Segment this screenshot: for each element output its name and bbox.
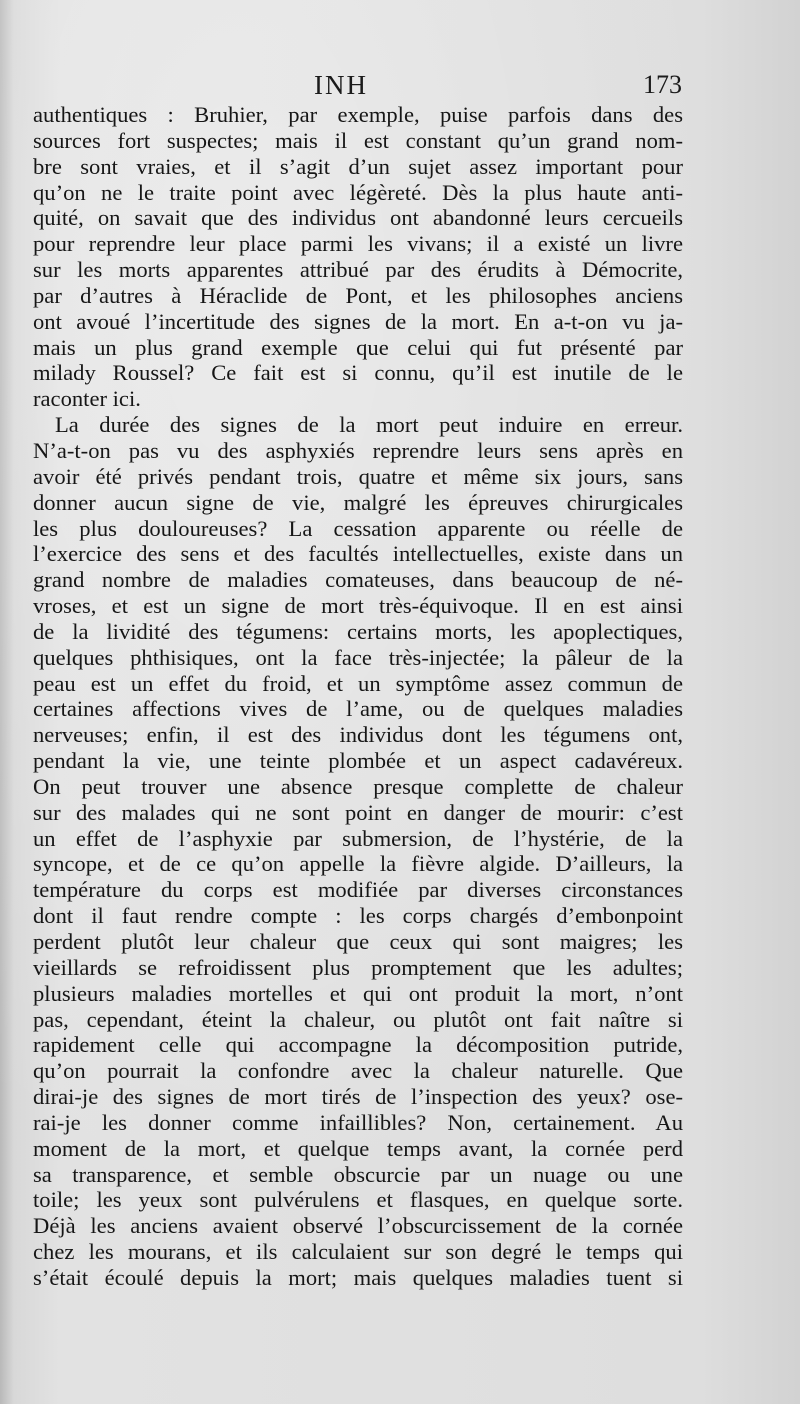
text-line: grand nombre de maladies comateuses, dans beaucoup de né- [33,567,683,593]
text-line: perdent plutôt leur chaleur que ceux qui sont maigres; les [33,929,683,954]
text-line: avoir été privés pendant trois, quatre et même six jours, sans [33,463,683,489]
text-line: La durée des signes de la mort peut induire en erreur. [55,412,683,438]
text-line: raconter ici. [33,386,141,412]
text-line: les plus douloureuses? La cessation apparente ou réelle de [33,515,683,541]
text-line: par d’autres à Héraclide de Pont, et les philosophes anciens [33,282,683,308]
text-line: sources fort suspectes; mais il est constant qu’un grand nom- [33,127,683,153]
text-line: qu’on pourrait la confondre avec la chaleur naturelle. Que [33,1058,683,1084]
paragraph-2 [33,412,683,1291]
text-line: mais un plus grand exemple que celui qui fut présenté par [33,334,683,360]
running-title: INH [314,70,368,100]
text-line: syncope, et de ce qu’on appelle la fièvre algide. D’ailleurs, la [33,851,683,877]
text-line: quelques phthisiques, ont la face très-injectée; la pâleur de la [33,644,683,670]
page-number: 173 [643,70,682,99]
text-line: de la lividité des tégumens: certains morts, les apoplectiques, [33,618,683,644]
text-line: un effet de l’asphyxie par submersion, de l’hystérie, de la [33,825,683,851]
paragraph-1 [33,102,683,412]
text-line: sur des malades qui ne sont point en danger de mourir: c’est [33,799,683,825]
text-line: vroses, et est un signe de mort très-équivoque. Il en est ainsi [33,593,683,619]
text-line: moment de la mort, et quelque temps avant, la cornée perd [33,1135,683,1161]
text-line: sa transparence, et semble obscurcie par un nuage ou une [33,1161,683,1187]
text-line: pendant la vie, une teinte plombée et un aspect cadavéreux. [33,748,683,774]
body-text [33,102,683,1291]
text-line: rapidement celle qui accompagne la décomposition putride, [33,1032,683,1058]
text-line: pour reprendre leur place parmi les vivans; il a existé un livre [33,231,683,257]
text-line: authentiques : Bruhier, par exemple, puise parfois dans des [33,102,683,127]
text-line: dirai-je des signes de mort tirés de l’inspection des yeux? ose- [33,1084,683,1110]
text-line: certaines affections vives de l’ame, ou de quelques maladies [33,696,683,722]
text-line: pas, cependant, éteint la chaleur, ou plutôt ont fait naître si [33,1006,683,1032]
text-line: Déjà les anciens avaient observé l’obscurcissement de la cornée [33,1213,683,1239]
text-line: s’était écoulé depuis la mort; mais quelques maladies tuent si [33,1264,683,1290]
text-line: dont il faut rendre compte : les corps chargés d’embonpoint [33,903,683,929]
text-line: température du corps est modifiée par diverses circonstances [33,877,683,903]
text-line: On peut trouver une absence presque complette de chaleur [33,773,683,799]
text-line: chez les mourans, et ils calculaient sur son degré le temps qui [33,1239,683,1265]
text-line: l’exercice des sens et des facultés intellectuelles, existe dans un [33,541,683,567]
text-line: plusieurs maladies mortelles et qui ont produit la mort, n’ont [33,980,683,1006]
text-line: donner aucun signe de vie, malgré les épreuves chirurgicales [33,489,683,515]
text-line: quité, on savait que des individus ont abandonné leurs cercueils [33,205,683,231]
page-header [0,70,800,106]
text-line: nerveuses; enfin, il est des individus dont les tégumens ont, [33,722,683,748]
text-line: ont avoué l’incertitude des signes de la mort. En a-t-on vu ja- [33,308,683,334]
text-line: toile; les yeux sont pulvérulens et flasques, en quelque sorte. [33,1187,683,1213]
text-line: N’a-t-on pas vu des asphyxiés reprendre leurs sens après en [33,437,683,463]
text-line: sur les morts apparentes attribué par des érudits à Démocrite, [33,257,683,283]
text-line: qu’on ne le traite point avec légèreté. Dès la plus haute anti- [33,179,683,205]
text-line: rai-je les donner comme infaillibles? Non, certainement. Au [33,1109,683,1135]
text-line: vieillards se refroidissent plus promptement que les adultes; [33,954,683,980]
text-line: peau est un effet du froid, et un symptôme assez commun de [33,670,683,696]
text-line: milady Roussel? Ce fait est si connu, qu’il est inutile de le [33,360,683,386]
text-line: bre sont vraies, et il s’agit d’un sujet assez important pour [33,153,683,179]
